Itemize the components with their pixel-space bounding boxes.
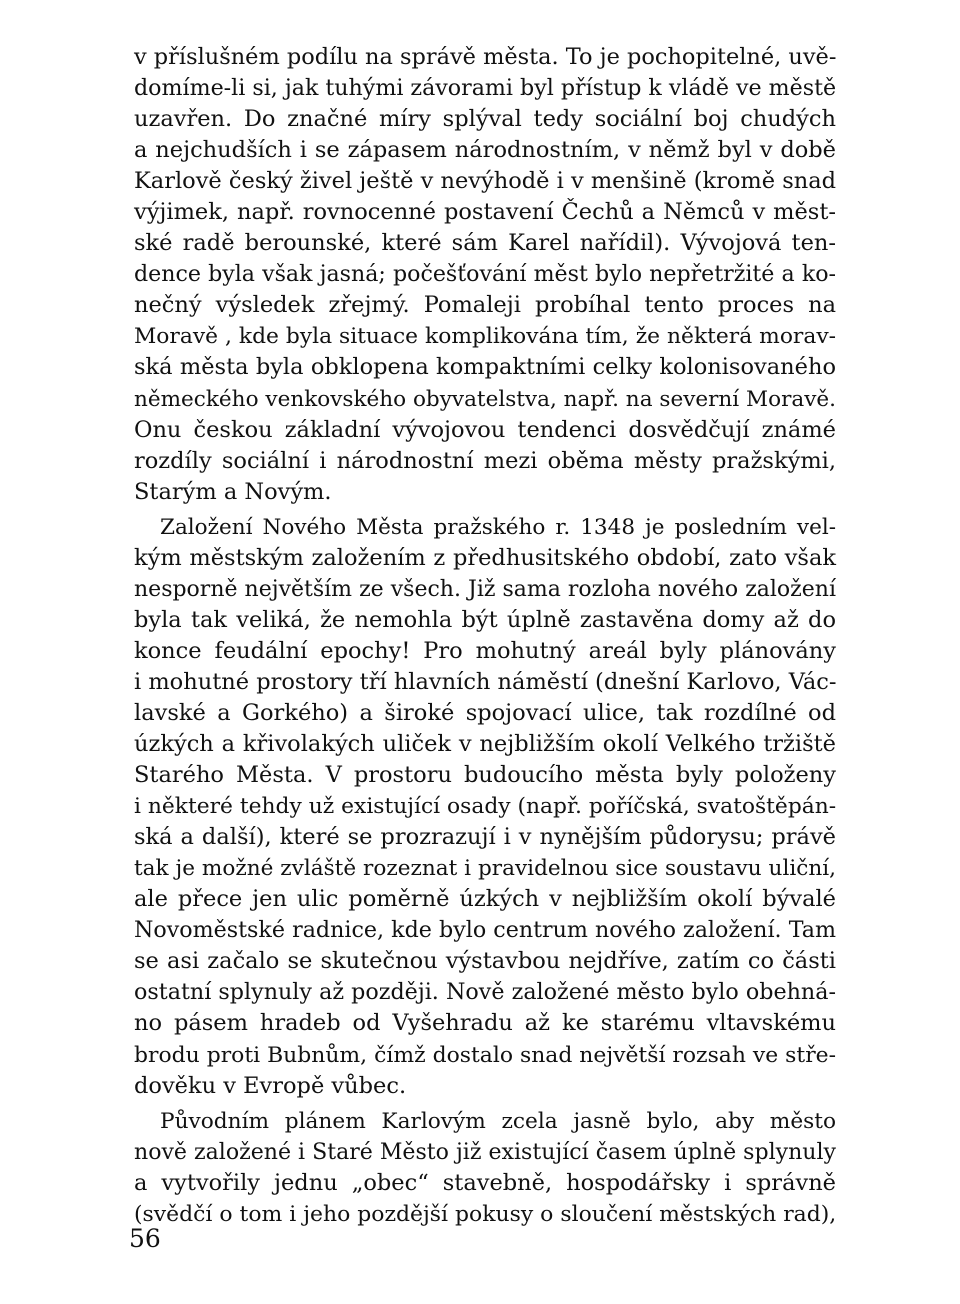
text-line: no pásem hradeb od Vyšehradu až ke starému vltavskému (134, 1010, 836, 1037)
text-line: německého venkovského obyvatelstva, např. na severní Moravě. (134, 386, 836, 412)
text-line: ská a další), které se prozrazují i v nynějším půdorysu; právě (134, 824, 836, 851)
text-line: dence byla však jasná; počešťování měst bylo nepřetržité a ko- (134, 261, 836, 288)
text-line: ale přece jen ulic poměrně úzkých v nejbližším okolí bývalé (134, 886, 836, 913)
text-line: nesporně největším ze všech. Již sama rozloha nového založení (134, 576, 836, 602)
text-line: rozdíly sociální i národnostní mezi oběma městy pražskými, (134, 447, 836, 474)
text-line: uzavřen. Do značné míry splýval tedy sociální boj chudých (134, 106, 836, 133)
text-line: Starým a Novým. (134, 478, 332, 505)
text-line: Onu českou základní vývojovou tendenci dosvědčují známé (134, 416, 836, 443)
text-line: Moravě , kde byla situace komplikována tím, že některá morav- (134, 324, 836, 350)
text-line: konce feudální epochy! Pro mohutný areál byly plánovány (134, 637, 836, 664)
text-line: kým městským založením z předhusitského období, zato však (134, 544, 836, 571)
text-line: Novoměstské radnice, kde bylo centrum nového založení. Tam (134, 917, 836, 944)
text-line: nově založené i Staré Město již existující časem úplně splynuly (134, 1139, 836, 1165)
text-line: v příslušném podílu na správě města. To je pochopitelné, uvě- (134, 44, 837, 70)
text-line: se asi začalo se skutečnou výstavbou nejdříve, zatím co části (134, 948, 836, 975)
text-line: lavské a Gorkého) a široké spojovací ulice, tak rozdílné od (134, 699, 836, 726)
paragraph (134, 42, 836, 508)
text-line: brodu proti Bubnům, čímž dostalo snad největší rozsah ve stře- (134, 1042, 836, 1068)
text-line: Karlově český živel ještě v nevýhodě i v menšině (kromě snad (134, 168, 837, 195)
text-line: Původním plánem Karlovým zcela jasně bylo, aby město (160, 1108, 836, 1134)
text-line: dověku v Evropě vůbec. (134, 1072, 407, 1099)
body-text (134, 42, 836, 1230)
text-line: úzkých a křivolakých uliček v nejbližším okolí Velkého tržiště (134, 731, 836, 758)
text-line: ské radě berounské, které sám Karel nařídil). Vývojová ten- (134, 230, 836, 257)
text-line: Starého Města. V prostoru budoucího města byly položeny (134, 762, 836, 789)
text-line: i některé tehdy už existující osady (např. poříčská, svatoštěpán- (134, 794, 837, 820)
text-line: nečný výsledek zřejmý. Pomaleji probíhal tento proces na (134, 292, 836, 319)
text-line: a vytvořily jednu „obec“ stavebně, hospodářsky i správně (134, 1169, 836, 1196)
text-line: i mohutné prostory tří hlavních náměstí (dnešní Karlovo, Vác- (134, 668, 837, 695)
text-line: byla tak veliká, že nemohla být úplně zastavěna domy až do (134, 606, 836, 633)
text-line: a nejchudších i se zápasem národnostním, v němž byl v době (134, 137, 836, 164)
text-line: ská města byla obklopena kompaktními celky kolonisovaného (134, 354, 836, 381)
text-line: Založení Nového Města pražského r. 1348 je posledním vel- (160, 514, 836, 540)
text-line: tak je možné zvláště rozeznat i pravidelnou sice soustavu uliční, (134, 856, 836, 882)
text-line: výjimek, např. rovnocenné postavení Čechů a Němců v měst- (134, 199, 836, 226)
paragraph (134, 512, 836, 1102)
page-number: 56 (129, 1224, 161, 1253)
text-line: ostatní splynuly až později. Nově založené město bylo obehná- (134, 979, 836, 1006)
paragraph (134, 1106, 836, 1230)
text-line: domíme-li si, jak tuhými závorami byl přístup k vládě ve městě (134, 75, 837, 102)
text-line: (svědčí o tom i jeho pozdější pokusy o sloučení městských rad), (134, 1201, 837, 1227)
